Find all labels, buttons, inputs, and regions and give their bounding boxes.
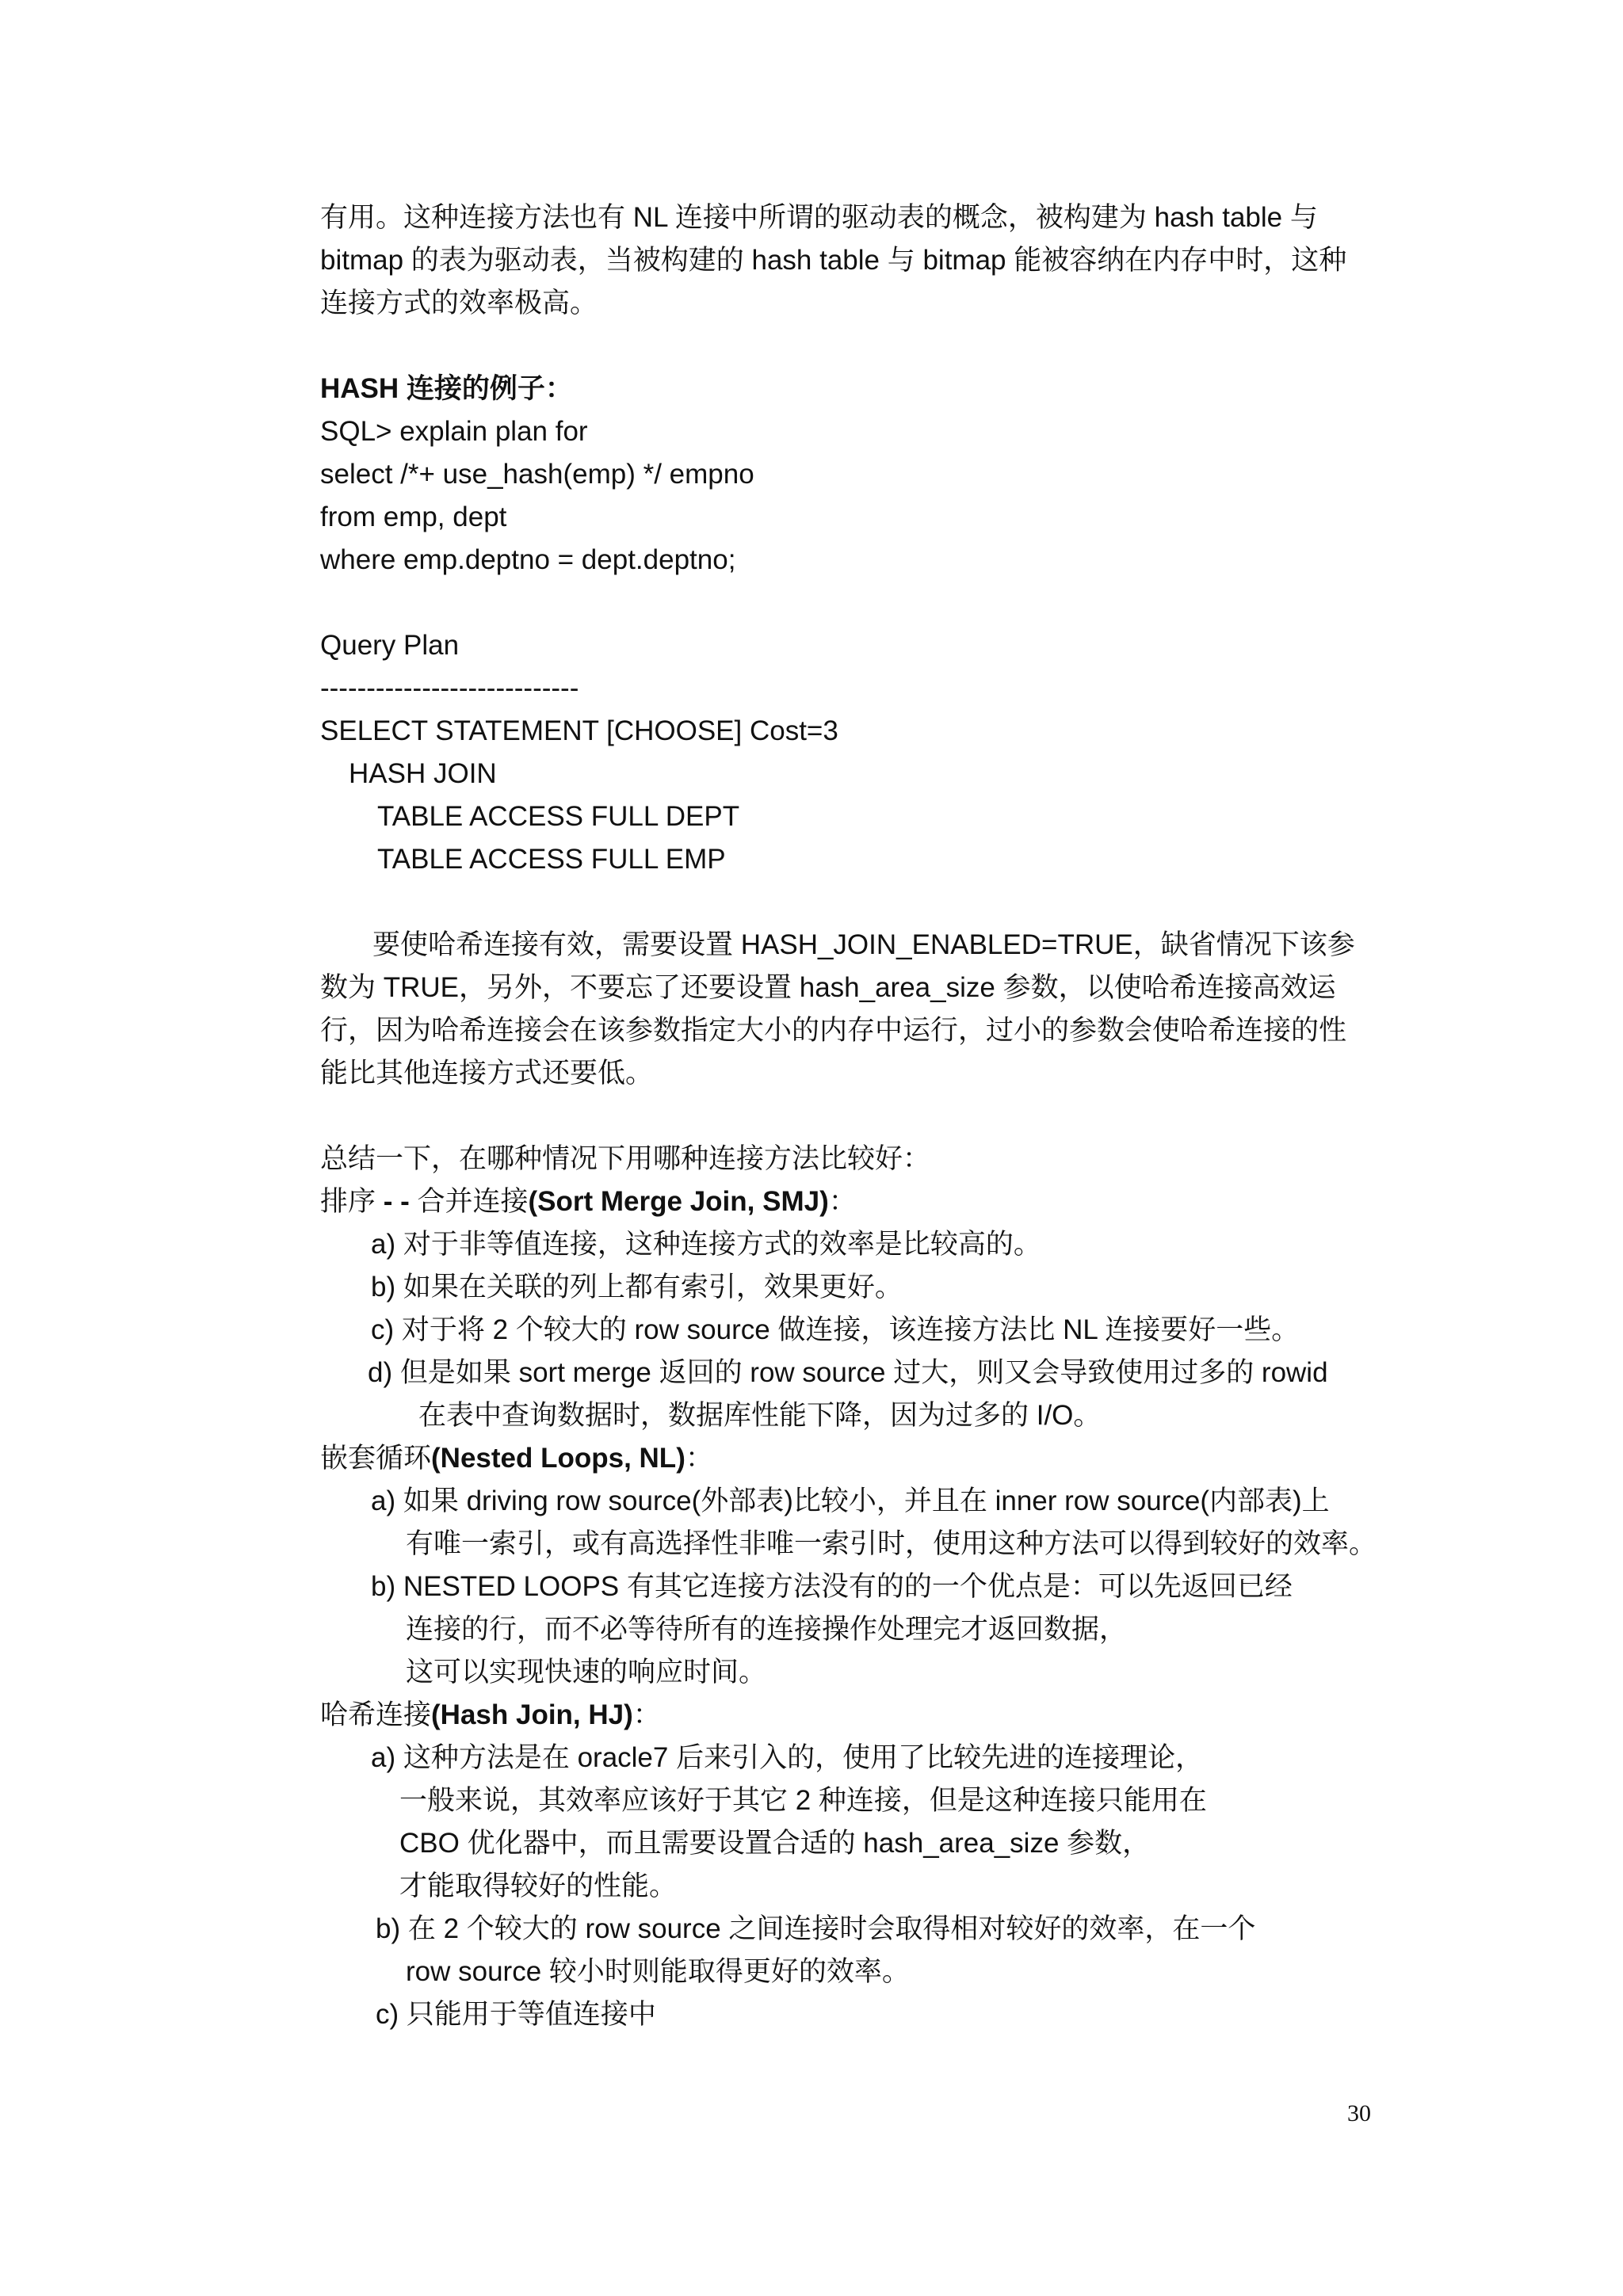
smj-heading-bold: (Sort Merge Join, SMJ) xyxy=(528,1186,829,1217)
smj-item: a) 对于非等值连接，这种连接方式的效率是比较高的。 xyxy=(371,1229,1041,1260)
smj-heading xyxy=(320,1180,857,1223)
hj-item: 才能取得较好的性能。 xyxy=(399,1871,678,1901)
page-number: 30 xyxy=(1347,2100,1371,2126)
example-heading: HASH 连接的例子： xyxy=(320,373,573,404)
hj-item: CBO 优化器中，而且需要设置合适的 hash_area_size 参数， xyxy=(399,1828,1151,1859)
intro-line: 连接方式的效率极高。 xyxy=(320,288,598,318)
smj-heading-prefix: 排序 xyxy=(320,1186,384,1217)
smj-item: c) 对于将 2 个较大的 row source 做连接，该连接方法比 NL 连接要好一些。 xyxy=(371,1314,1300,1345)
smj-item: b) 如果在关联的列上都有索引，效果更好。 xyxy=(371,1272,903,1302)
plan-row: SELECT STATEMENT [CHOOSE] Cost=3 xyxy=(320,715,838,746)
plan-row: HASH JOIN xyxy=(349,758,497,789)
smj-heading-dashes: - - xyxy=(383,1186,410,1217)
nl-heading-bold: (Nested Loops, NL) xyxy=(431,1443,685,1474)
summary-heading: 总结一下，在哪种情况下用哪种连接方法比较好： xyxy=(320,1143,931,1174)
intro-line: bitmap 的表为驱动表，当被构建的 hash table 与 bitmap 能被容纳在内存中时，这种 xyxy=(320,245,1347,276)
nl-item: 这可以实现快速的响应时间。 xyxy=(406,1657,767,1688)
hj-item: c) 只能用于等值连接中 xyxy=(376,1999,656,2030)
nl-item: a) 如果 driving row source(外部表)比较小，并且在 inner row source(内部表)上 xyxy=(371,1486,1330,1516)
hj-item: row source 较小时则能取得更好的效率。 xyxy=(406,1956,910,1987)
smj-heading-suffix: ： xyxy=(828,1186,857,1217)
sql-line: select /*+ use_hash(emp) */ empno xyxy=(320,459,754,490)
nl-item: b) NESTED LOOPS 有其它连接方法没有的的一个优点是：可以先返回已经 xyxy=(371,1571,1293,1602)
sql-line: SQL> explain plan for xyxy=(320,416,588,447)
nl-heading-prefix: 嵌套循环 xyxy=(320,1443,432,1474)
hj-item: a) 这种方法是在 oracle7 后来引入的，使用了比较先进的连接理论， xyxy=(371,1742,1204,1773)
hj-item: 一般来说，其效率应该好于其它 2 种连接，但是这种连接只能用在 xyxy=(399,1785,1207,1816)
nl-item: 有唯一索引，或有高选择性非唯一索引时，使用这种方法可以得到较好的效率。 xyxy=(406,1528,1377,1559)
config-line: 能比其他连接方式还要低。 xyxy=(320,1058,654,1089)
smj-item: 在表中查询数据时，数据库性能下降，因为过多的 I/O。 xyxy=(418,1400,1102,1431)
nl-item: 连接的行，而不必等待所有的连接操作处理完才返回数据， xyxy=(406,1614,1128,1645)
smj-heading-mid: 合并连接 xyxy=(409,1186,529,1217)
nl-heading-suffix: ： xyxy=(685,1443,713,1474)
smj-item: d) 但是如果 sort merge 返回的 row source 过大，则又会导致使用过多的 rowid xyxy=(368,1357,1328,1388)
sql-line: from emp, dept xyxy=(320,502,507,532)
hj-heading-prefix: 哈希连接 xyxy=(320,1699,432,1730)
intro-line: 有用。这种连接方法也有 NL 连接中所谓的驱动表的概念，被构建为 hash table 与 xyxy=(320,202,1318,233)
config-line: 数为 TRUE，另外，不要忘了还要设置 hash_area_size 参数，以使哈希连接高效运 xyxy=(320,972,1336,1003)
nl-heading xyxy=(320,1437,713,1480)
sql-line: where emp.deptno = dept.deptno; xyxy=(320,544,736,575)
config-line: 行，因为哈希连接会在该参数指定大小的内存中运行，过小的参数会使哈希连接的性 xyxy=(320,1015,1347,1046)
hj-item: b) 在 2 个较大的 row source 之间连接时会取得相对较好的效率，在一个 xyxy=(376,1913,1256,1944)
plan-title: Query Plan xyxy=(320,630,460,661)
plan-divider: ---------------------------- xyxy=(320,673,579,704)
plan-row: TABLE ACCESS FULL EMP xyxy=(377,844,726,875)
plan-row: TABLE ACCESS FULL DEPT xyxy=(377,801,740,832)
config-line: 要使哈希连接有效，需要设置 HASH_JOIN_ENABLED=TRUE，缺省情况下该参 xyxy=(372,929,1355,960)
hj-heading-bold: (Hash Join, HJ) xyxy=(431,1699,633,1730)
hj-heading xyxy=(320,1694,661,1737)
hj-heading-suffix: ： xyxy=(632,1699,661,1730)
